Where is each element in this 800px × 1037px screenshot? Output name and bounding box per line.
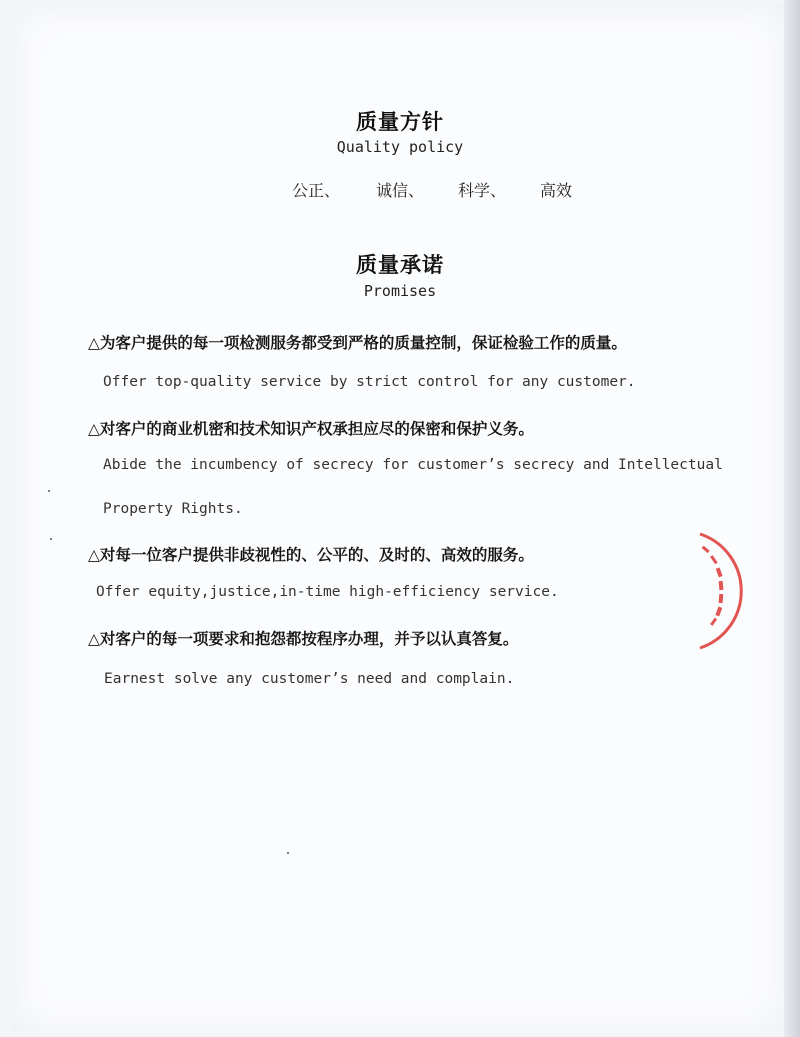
promise-item-4-cn: △对客户的每一项要求和抱怨都按程序办理，并予以认真答复。	[88, 630, 519, 648]
scan-speck	[48, 490, 50, 492]
seal-characters	[702, 546, 724, 626]
official-seal-stamp	[680, 528, 750, 654]
promises-title-cn: 质量承诺	[356, 253, 444, 277]
policy-item-fairness: 公正、	[292, 181, 341, 200]
document-page	[12, 4, 786, 1032]
quality-policy-title-cn: 质量方针	[356, 110, 444, 134]
policy-item-science: 科学、	[458, 181, 507, 200]
promise-item-3-cn: △对每一位客户提供非歧视性的、公平的、及时的、高效的服务。	[88, 546, 534, 564]
scan-speck	[50, 538, 52, 540]
promises-title-en: Promises	[363, 282, 437, 300]
quality-policy-title-en: Quality policy	[336, 138, 464, 156]
promise-item-4-en: Earnest solve any customer’s need and complain.	[104, 671, 515, 687]
promise-item-1-cn: △为客户提供的每一项检测服务都受到严格的质量控制，保证检验工作的质量。	[88, 334, 627, 352]
policy-item-integrity: 诚信、	[376, 181, 425, 200]
promise-item-1-en: Offer top-quality service by strict control for any customer.	[103, 374, 636, 390]
policy-item-efficiency: 高效	[540, 181, 573, 200]
promise-item-3-en: Offer equity,justice,in-time high-efficiency service.	[96, 584, 559, 600]
quality-policy-items	[292, 178, 612, 200]
promise-item-2-en-line2: Property Rights.	[103, 501, 243, 517]
promise-item-2-cn: △对客户的商业机密和技术知识产权承担应尽的保密和保护义务。	[88, 420, 534, 438]
scan-speck	[287, 852, 289, 854]
promise-item-2-en-line1: Abide the incumbency of secrecy for customer’s secrecy and Intellectual	[103, 457, 723, 473]
